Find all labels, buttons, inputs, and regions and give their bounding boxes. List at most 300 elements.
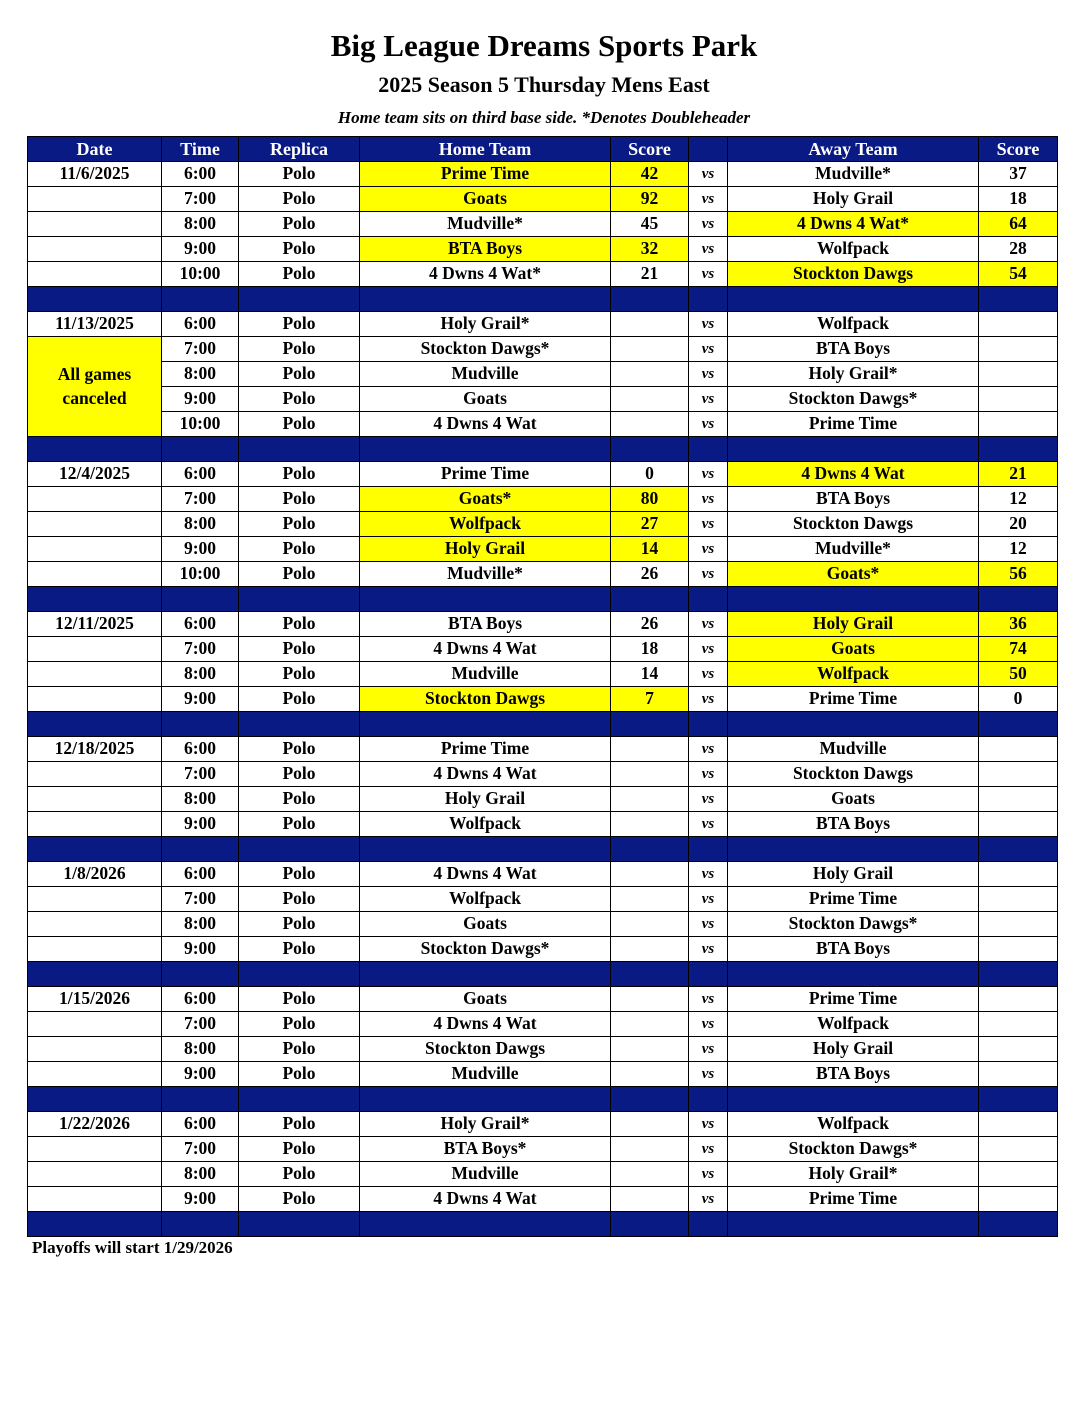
- away-score: [979, 1012, 1058, 1037]
- home-score: 14: [611, 537, 689, 562]
- away-score: 74: [979, 637, 1058, 662]
- game-date-empty: [28, 887, 162, 912]
- table-row: [28, 312, 1058, 337]
- vs-label: vs: [689, 1062, 728, 1087]
- away-score: 28: [979, 237, 1058, 262]
- home-score: [611, 337, 689, 362]
- separator-cell: [611, 837, 689, 862]
- game-field: Polo: [239, 812, 360, 837]
- separator-cell: [611, 1212, 689, 1237]
- game-date-empty: [28, 787, 162, 812]
- separator-cell: [689, 587, 728, 612]
- home-score: [611, 412, 689, 437]
- home-score: [611, 862, 689, 887]
- game-time: 8:00: [162, 1037, 239, 1062]
- vs-label: vs: [689, 512, 728, 537]
- separator-cell: [360, 837, 611, 862]
- vs-label: vs: [689, 1162, 728, 1187]
- game-date: 11/6/2025: [28, 162, 162, 187]
- game-time: 7:00: [162, 1012, 239, 1037]
- table-row: [28, 1112, 1058, 1137]
- home-team: Mudville: [360, 362, 611, 387]
- table-row: [28, 787, 1058, 812]
- separator-cell: [979, 837, 1058, 862]
- game-field: Polo: [239, 1037, 360, 1062]
- week-note: All games canceled: [28, 337, 162, 437]
- game-field: Polo: [239, 487, 360, 512]
- vs-label: vs: [689, 762, 728, 787]
- home-team: Goats*: [360, 487, 611, 512]
- game-date-empty: [28, 662, 162, 687]
- vs-label: vs: [689, 862, 728, 887]
- away-team: Stockton Dawgs: [728, 762, 979, 787]
- table-row: [28, 1162, 1058, 1187]
- game-time: 9:00: [162, 1062, 239, 1087]
- home-team: Holy Grail: [360, 537, 611, 562]
- separator-cell: [611, 712, 689, 737]
- game-field: Polo: [239, 937, 360, 962]
- table-row: [28, 1187, 1058, 1212]
- home-score: 80: [611, 487, 689, 512]
- schedule-table: [27, 136, 1058, 1237]
- home-team: Stockton Dawgs: [360, 1037, 611, 1062]
- away-team: Goats: [728, 787, 979, 812]
- home-team: 4 Dwns 4 Wat: [360, 637, 611, 662]
- table-row: [28, 1137, 1058, 1162]
- home-team: Prime Time: [360, 162, 611, 187]
- separator-cell: [611, 287, 689, 312]
- home-score: [611, 1037, 689, 1062]
- vs-label: vs: [689, 262, 728, 287]
- home-score: [611, 762, 689, 787]
- away-team: Stockton Dawgs: [728, 512, 979, 537]
- table-row: [28, 612, 1058, 637]
- separator-cell: [611, 1087, 689, 1112]
- separator-cell: [28, 837, 162, 862]
- away-team: Wolfpack: [728, 312, 979, 337]
- home-score: 26: [611, 612, 689, 637]
- vs-label: vs: [689, 362, 728, 387]
- separator-cell: [28, 712, 162, 737]
- home-team: Holy Grail*: [360, 1112, 611, 1137]
- home-team: Stockton Dawgs*: [360, 337, 611, 362]
- game-date-empty: [28, 912, 162, 937]
- away-score: [979, 1137, 1058, 1162]
- home-team: Goats: [360, 987, 611, 1012]
- away-score: 0: [979, 687, 1058, 712]
- home-score: [611, 312, 689, 337]
- vs-label: vs: [689, 737, 728, 762]
- vs-label: vs: [689, 237, 728, 262]
- away-score: 20: [979, 512, 1058, 537]
- away-score: [979, 1062, 1058, 1087]
- vs-label: vs: [689, 637, 728, 662]
- game-field: Polo: [239, 262, 360, 287]
- game-date-empty: [28, 487, 162, 512]
- separator-cell: [979, 587, 1058, 612]
- vs-label: vs: [689, 312, 728, 337]
- table-row: [28, 162, 1058, 187]
- game-time: 7:00: [162, 887, 239, 912]
- col-header-date: Date: [28, 137, 162, 162]
- away-team: BTA Boys: [728, 487, 979, 512]
- game-field: Polo: [239, 862, 360, 887]
- game-date-empty: [28, 237, 162, 262]
- home-team: 4 Dwns 4 Wat: [360, 762, 611, 787]
- home-score: [611, 937, 689, 962]
- game-time: 9:00: [162, 812, 239, 837]
- game-field: Polo: [239, 1112, 360, 1137]
- vs-label: vs: [689, 1012, 728, 1037]
- game-time: 7:00: [162, 762, 239, 787]
- separator-cell: [28, 587, 162, 612]
- game-date-empty: [28, 687, 162, 712]
- game-date-empty: [28, 1137, 162, 1162]
- game-time: 6:00: [162, 462, 239, 487]
- home-score: [611, 387, 689, 412]
- col-header-home-score: Score: [611, 137, 689, 162]
- home-score: [611, 787, 689, 812]
- home-team: BTA Boys: [360, 612, 611, 637]
- home-score: [611, 737, 689, 762]
- separator-cell: [728, 437, 979, 462]
- home-team: 4 Dwns 4 Wat: [360, 862, 611, 887]
- week-separator-row: [28, 1212, 1058, 1237]
- table-row: [28, 1012, 1058, 1037]
- away-score: [979, 1037, 1058, 1062]
- table-row: [28, 562, 1058, 587]
- vs-label: vs: [689, 412, 728, 437]
- home-team: Goats: [360, 187, 611, 212]
- separator-cell: [28, 1212, 162, 1237]
- home-score: [611, 1162, 689, 1187]
- home-score: [611, 887, 689, 912]
- game-date-empty: [28, 1037, 162, 1062]
- game-time: 8:00: [162, 512, 239, 537]
- separator-cell: [360, 287, 611, 312]
- home-team: Mudville*: [360, 212, 611, 237]
- separator-cell: [689, 437, 728, 462]
- away-team: Stockton Dawgs*: [728, 912, 979, 937]
- vs-label: vs: [689, 162, 728, 187]
- away-score: [979, 1112, 1058, 1137]
- away-team: 4 Dwns 4 Wat*: [728, 212, 979, 237]
- game-time: 8:00: [162, 362, 239, 387]
- separator-cell: [689, 837, 728, 862]
- game-field: Polo: [239, 787, 360, 812]
- home-team: Prime Time: [360, 737, 611, 762]
- game-field: Polo: [239, 1062, 360, 1087]
- separator-cell: [239, 287, 360, 312]
- table-row: [28, 412, 1058, 437]
- game-time: 7:00: [162, 337, 239, 362]
- separator-cell: [689, 287, 728, 312]
- home-score: 14: [611, 662, 689, 687]
- separator-cell: [28, 437, 162, 462]
- table-row: [28, 1037, 1058, 1062]
- separator-cell: [611, 437, 689, 462]
- table-row: [28, 337, 1058, 362]
- away-team: Prime Time: [728, 687, 979, 712]
- separator-cell: [360, 587, 611, 612]
- separator-cell: [728, 1212, 979, 1237]
- separator-cell: [28, 1087, 162, 1112]
- vs-label: vs: [689, 537, 728, 562]
- away-team: Mudville: [728, 737, 979, 762]
- home-score: 42: [611, 162, 689, 187]
- game-field: Polo: [239, 887, 360, 912]
- away-team: Wolfpack: [728, 662, 979, 687]
- separator-cell: [360, 962, 611, 987]
- away-score: [979, 337, 1058, 362]
- game-date: 1/8/2026: [28, 862, 162, 887]
- table-row: [28, 987, 1058, 1012]
- game-date-empty: [28, 812, 162, 837]
- schedule-body: [28, 162, 1058, 1237]
- home-team: 4 Dwns 4 Wat: [360, 412, 611, 437]
- game-date-empty: [28, 1012, 162, 1037]
- home-score: [611, 1137, 689, 1162]
- game-field: Polo: [239, 162, 360, 187]
- away-score: 12: [979, 537, 1058, 562]
- away-team: Wolfpack: [728, 1012, 979, 1037]
- week-separator-row: [28, 437, 1058, 462]
- table-row: [28, 262, 1058, 287]
- away-team: Stockton Dawgs*: [728, 387, 979, 412]
- week-separator-row: [28, 712, 1058, 737]
- game-time: 8:00: [162, 1162, 239, 1187]
- game-time: 9:00: [162, 937, 239, 962]
- away-team: Holy Grail: [728, 1037, 979, 1062]
- away-team: BTA Boys: [728, 937, 979, 962]
- separator-cell: [239, 1212, 360, 1237]
- game-date-empty: [28, 187, 162, 212]
- vs-label: vs: [689, 1112, 728, 1137]
- separator-cell: [611, 962, 689, 987]
- away-score: [979, 412, 1058, 437]
- week-separator-row: [28, 287, 1058, 312]
- game-time: 7:00: [162, 487, 239, 512]
- game-field: Polo: [239, 1012, 360, 1037]
- away-team: Prime Time: [728, 1187, 979, 1212]
- away-score: 21: [979, 462, 1058, 487]
- game-date-empty: [28, 1187, 162, 1212]
- table-row: [28, 912, 1058, 937]
- away-team: Mudville*: [728, 162, 979, 187]
- away-score: [979, 787, 1058, 812]
- game-field: Polo: [239, 1162, 360, 1187]
- week-separator-row: [28, 962, 1058, 987]
- vs-label: vs: [689, 887, 728, 912]
- game-field: Polo: [239, 612, 360, 637]
- separator-cell: [162, 1212, 239, 1237]
- away-team: Prime Time: [728, 987, 979, 1012]
- home-score: 7: [611, 687, 689, 712]
- game-time: 8:00: [162, 212, 239, 237]
- away-team: Wolfpack: [728, 1112, 979, 1137]
- game-date: 12/18/2025: [28, 737, 162, 762]
- away-team: BTA Boys: [728, 812, 979, 837]
- away-team: Goats: [728, 637, 979, 662]
- game-date-empty: [28, 537, 162, 562]
- game-time: 6:00: [162, 862, 239, 887]
- separator-cell: [239, 712, 360, 737]
- separator-cell: [239, 962, 360, 987]
- separator-cell: [979, 287, 1058, 312]
- game-time: 8:00: [162, 912, 239, 937]
- vs-label: vs: [689, 1137, 728, 1162]
- away-score: [979, 912, 1058, 937]
- away-score: [979, 362, 1058, 387]
- separator-cell: [728, 837, 979, 862]
- vs-label: vs: [689, 462, 728, 487]
- home-score: 26: [611, 562, 689, 587]
- home-team: Mudville: [360, 662, 611, 687]
- game-time: 10:00: [162, 262, 239, 287]
- separator-cell: [239, 587, 360, 612]
- page-title: Big League Dreams Sports Park: [330, 28, 758, 63]
- vs-label: vs: [689, 937, 728, 962]
- game-date-empty: [28, 1162, 162, 1187]
- game-field: Polo: [239, 362, 360, 387]
- away-team: Prime Time: [728, 412, 979, 437]
- away-team: Goats*: [728, 562, 979, 587]
- away-score: 56: [979, 562, 1058, 587]
- home-team: Mudville: [360, 1162, 611, 1187]
- vs-label: vs: [689, 187, 728, 212]
- away-team: Stockton Dawgs: [728, 262, 979, 287]
- home-team: Wolfpack: [360, 812, 611, 837]
- away-team: Stockton Dawgs*: [728, 1137, 979, 1162]
- game-field: Polo: [239, 462, 360, 487]
- game-date-empty: [28, 1062, 162, 1087]
- separator-cell: [728, 587, 979, 612]
- game-time: 10:00: [162, 562, 239, 587]
- away-team: Prime Time: [728, 887, 979, 912]
- away-score: 36: [979, 612, 1058, 637]
- away-team: Holy Grail: [728, 187, 979, 212]
- away-score: [979, 1162, 1058, 1187]
- game-date-empty: [28, 212, 162, 237]
- away-score: [979, 987, 1058, 1012]
- separator-cell: [360, 437, 611, 462]
- vs-label: vs: [689, 562, 728, 587]
- home-team: 4 Dwns 4 Wat: [360, 1187, 611, 1212]
- game-field: Polo: [239, 687, 360, 712]
- game-field: Polo: [239, 912, 360, 937]
- game-date: 12/11/2025: [28, 612, 162, 637]
- away-team: Holy Grail*: [728, 1162, 979, 1187]
- game-time: 6:00: [162, 612, 239, 637]
- game-time: 6:00: [162, 987, 239, 1012]
- separator-cell: [360, 1087, 611, 1112]
- game-time: 8:00: [162, 787, 239, 812]
- vs-label: vs: [689, 812, 728, 837]
- away-score: [979, 812, 1058, 837]
- game-time: 6:00: [162, 1112, 239, 1137]
- table-row: [28, 812, 1058, 837]
- home-score: 32: [611, 237, 689, 262]
- separator-cell: [239, 437, 360, 462]
- game-date-empty: [28, 262, 162, 287]
- separator-cell: [728, 1087, 979, 1112]
- vs-label: vs: [689, 337, 728, 362]
- home-team: Stockton Dawgs*: [360, 937, 611, 962]
- away-score: 64: [979, 212, 1058, 237]
- home-score: 0: [611, 462, 689, 487]
- col-header-time: Time: [162, 137, 239, 162]
- separator-cell: [239, 837, 360, 862]
- table-row: [28, 637, 1058, 662]
- separator-cell: [979, 1087, 1058, 1112]
- home-team: Goats: [360, 387, 611, 412]
- home-score: 18: [611, 637, 689, 662]
- vs-label: vs: [689, 387, 728, 412]
- game-time: 6:00: [162, 162, 239, 187]
- game-time: 9:00: [162, 1187, 239, 1212]
- page-subtitle: 2025 Season 5 Thursday Mens East: [378, 72, 710, 97]
- game-date: 11/13/2025: [28, 312, 162, 337]
- away-score: 18: [979, 187, 1058, 212]
- table-row: [28, 237, 1058, 262]
- away-score: 12: [979, 487, 1058, 512]
- away-team: BTA Boys: [728, 337, 979, 362]
- game-time: 6:00: [162, 737, 239, 762]
- away-score: [979, 887, 1058, 912]
- table-row: [28, 187, 1058, 212]
- game-field: Polo: [239, 1137, 360, 1162]
- home-team: Holy Grail*: [360, 312, 611, 337]
- away-score: [979, 862, 1058, 887]
- separator-cell: [162, 437, 239, 462]
- game-date: 12/4/2025: [28, 462, 162, 487]
- home-team: Goats: [360, 912, 611, 937]
- game-field: Polo: [239, 562, 360, 587]
- separator-cell: [728, 962, 979, 987]
- separator-cell: [728, 287, 979, 312]
- game-field: Polo: [239, 312, 360, 337]
- game-time: 9:00: [162, 387, 239, 412]
- table-row: [28, 687, 1058, 712]
- game-date-empty: [28, 512, 162, 537]
- home-score: [611, 812, 689, 837]
- table-row: [28, 862, 1058, 887]
- game-date: 1/15/2026: [28, 987, 162, 1012]
- separator-cell: [162, 287, 239, 312]
- table-row: [28, 537, 1058, 562]
- col-header-replica: Replica: [239, 137, 360, 162]
- game-field: Polo: [239, 512, 360, 537]
- game-time: 7:00: [162, 637, 239, 662]
- away-team: Mudville*: [728, 537, 979, 562]
- away-team: Holy Grail*: [728, 362, 979, 387]
- home-team: Stockton Dawgs: [360, 687, 611, 712]
- separator-cell: [162, 712, 239, 737]
- table-row: [28, 762, 1058, 787]
- vs-label: vs: [689, 687, 728, 712]
- home-score: [611, 987, 689, 1012]
- footer-note: Playoffs will start 1/29/2026: [32, 1238, 233, 1257]
- away-team: Wolfpack: [728, 237, 979, 262]
- separator-cell: [689, 962, 728, 987]
- separator-cell: [28, 962, 162, 987]
- home-score: [611, 1187, 689, 1212]
- home-score: [611, 912, 689, 937]
- game-date-empty: [28, 562, 162, 587]
- home-score: 45: [611, 212, 689, 237]
- week-separator-row: [28, 837, 1058, 862]
- home-team: 4 Dwns 4 Wat*: [360, 262, 611, 287]
